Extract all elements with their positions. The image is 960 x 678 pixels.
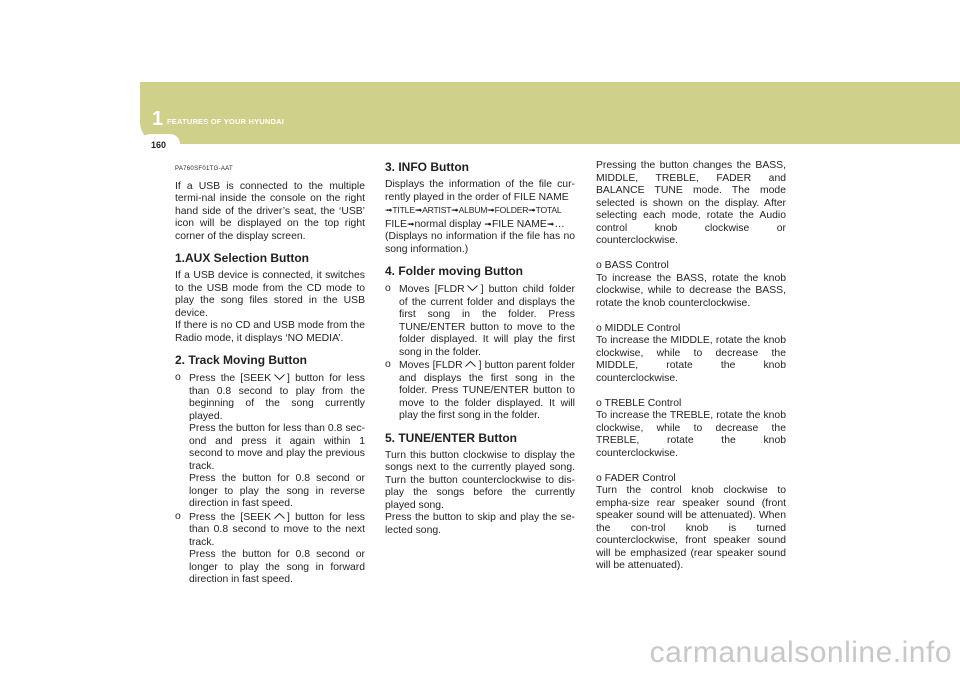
info-filename-item: FILE NAME: [491, 218, 547, 230]
treble-text: To increase the TREBLE, rotate the knob clockwise, while to decrease the TREBLE, rotate the knob counterclockwise.: [596, 410, 786, 459]
folder-parent-post: ] button parent folder and displays the first song in the folder. Press TUNE/ENTER button to move to the folder displayed. It will play the first song in the folder.: [399, 360, 576, 421]
arrow-icon: ➟: [385, 205, 393, 215]
info-paragraph: [385, 179, 575, 256]
arrow-icon: ➟: [487, 205, 495, 215]
middle-text: To increase the MIDDLE, rotate the knob clockwise, while to decrease the MIDDLE, rotate the knob counterclockwise.: [596, 335, 786, 384]
tone-intro-paragraph: Pressing the button changes the BASS, MIDDLE, TREBLE, FADER and BALANCE TUNE mode. The mode selected is shown on the display. After selecting each mode, rotate the Audio control knob clockwise or counterclockwise.: [596, 160, 786, 246]
bullet-mark: o: [175, 372, 181, 383]
info-heading: 3. INFO Button: [385, 160, 469, 174]
chevron-down-icon: [271, 372, 287, 385]
folder-parent-pre: Moves [FLDR: [399, 360, 463, 371]
track-prev-b: Press the button for less than 0.8 sec-ond and press it again within 1 second to move and play the previous track.: [189, 423, 365, 472]
track-prev-post: ] button for less than 0.8 second to play from the beginning of the song currently played.: [189, 373, 365, 422]
usb-intro-paragraph: If a USB is connected to the multiple termi-nal inside the console on the right hand side of the driver’s seat, the ‘USB’ icon will be displayed on the top right corner of the display screen.: [175, 180, 365, 242]
bass-title: o BASS Control: [596, 260, 669, 271]
chevron-up-icon: [463, 359, 479, 372]
info-album-item: ALBUM: [458, 205, 488, 215]
info-normal-item: normal display: [414, 218, 482, 230]
fader-title: o FADER Control: [596, 472, 676, 484]
fader-text: Turn the control knob clockwise to empha-size rear speaker sound (front speaker sound will be attenuated). When the con-trol knob is turned counterclockwise, front speaker sound will be emphasized (rear speaker sound will be attenuated).: [596, 485, 786, 571]
info-text: Displays the information of the file cur-rently played in the order of FILE NAME: [385, 179, 575, 203]
info-title-item: TITLE: [392, 205, 415, 215]
section-code: PA760SF01TG-AAT: [175, 166, 233, 172]
track-prev-c: Press the button for 0.8 second or longer to play the song in reverse direction in fast speed.: [189, 473, 365, 509]
chapter-number: 1: [152, 108, 164, 130]
page-number: 160: [151, 140, 167, 150]
track-next-b: Press the button for 0.8 second or longer to play the song in forward direction in fast speed.: [189, 549, 365, 585]
info-ellipsis: …: [554, 218, 565, 230]
middle-title: o MIDDLE Control: [596, 322, 681, 334]
info-note: (Displays no information if the file has no song information.): [385, 231, 575, 255]
arrow-icon: ➟: [414, 205, 423, 215]
info-file-item: FILE: [385, 218, 407, 230]
info-total-item: TOTAL: [535, 205, 562, 215]
column-3: [596, 160, 786, 573]
folder-bullet-parent: [385, 359, 575, 423]
folder-child-post: ] button child folder of the current folder and displays the first song in the folder. Press TUNE/ENTER button to move to the folder displayed. It will play the first song in the folder.: [399, 284, 575, 358]
aux-heading: 1.AUX Selection Button: [175, 251, 310, 265]
track-next-pre: Press the [SEEK: [189, 511, 272, 523]
arrow-icon: ➟: [484, 218, 492, 229]
header-band: [140, 82, 960, 144]
bass-text: To increase the BASS, rotate the knob clockwise, while to decrease the BASS, rotate the knob counterclockwise.: [596, 272, 786, 309]
watermark: carmanualsonline.info: [649, 636, 952, 669]
track-bullet-next: [175, 511, 365, 587]
folder-child-pre: Moves [FLDR: [399, 284, 465, 295]
aux-paragraph-1: If a USB device is connected, it switches to the USB mode from the CD mode to play the song files stored in the USB device.: [175, 270, 365, 319]
track-next-post: ] button for less than 0.8 second to move to the next track.: [189, 511, 365, 548]
chapter-title: FEATURES OF YOUR HYUNDAI: [167, 117, 285, 126]
treble-title: o TREBLE Control: [596, 397, 682, 409]
aux-paragraph-2: If there is no CD and USB mode from the Radio mode, it displays ‘NO MEDIA’.: [175, 320, 365, 344]
chevron-up-icon: [271, 511, 287, 524]
column-1: [175, 160, 365, 587]
bullet-mark: o: [385, 359, 391, 370]
arrow-icon: ➟: [546, 218, 555, 229]
folder-bullet-child: [385, 283, 575, 359]
bullet-mark: o: [175, 510, 181, 522]
track-bullet-previous: [175, 372, 365, 511]
info-order: [385, 205, 562, 215]
chevron-down-icon: [465, 283, 481, 296]
tune-paragraph-2: Press the button to skip and play the se-lected song.: [385, 512, 575, 536]
info-folder-item: FOLDER: [494, 205, 529, 215]
tune-heading: 5. TUNE/ENTER Button: [385, 430, 517, 445]
tune-paragraph-1: Turn this button clockwise to display the songs next to the currently played song. Turn the button counterclockwise to dis-play the songs before the currently played song.: [385, 449, 575, 511]
arrow-icon: ➟: [528, 205, 536, 215]
bullet-mark: o: [385, 283, 391, 294]
folder-heading: 4. Folder moving Button: [385, 264, 523, 278]
track-prev-pre: Press the [SEEK: [189, 373, 272, 384]
column-2: [385, 160, 575, 537]
track-heading: 2. Track Moving Button: [175, 353, 308, 367]
arrow-icon: ➟: [406, 218, 415, 229]
arrow-icon: ➟: [451, 205, 459, 215]
info-artist-item: ARTIST: [422, 205, 452, 215]
